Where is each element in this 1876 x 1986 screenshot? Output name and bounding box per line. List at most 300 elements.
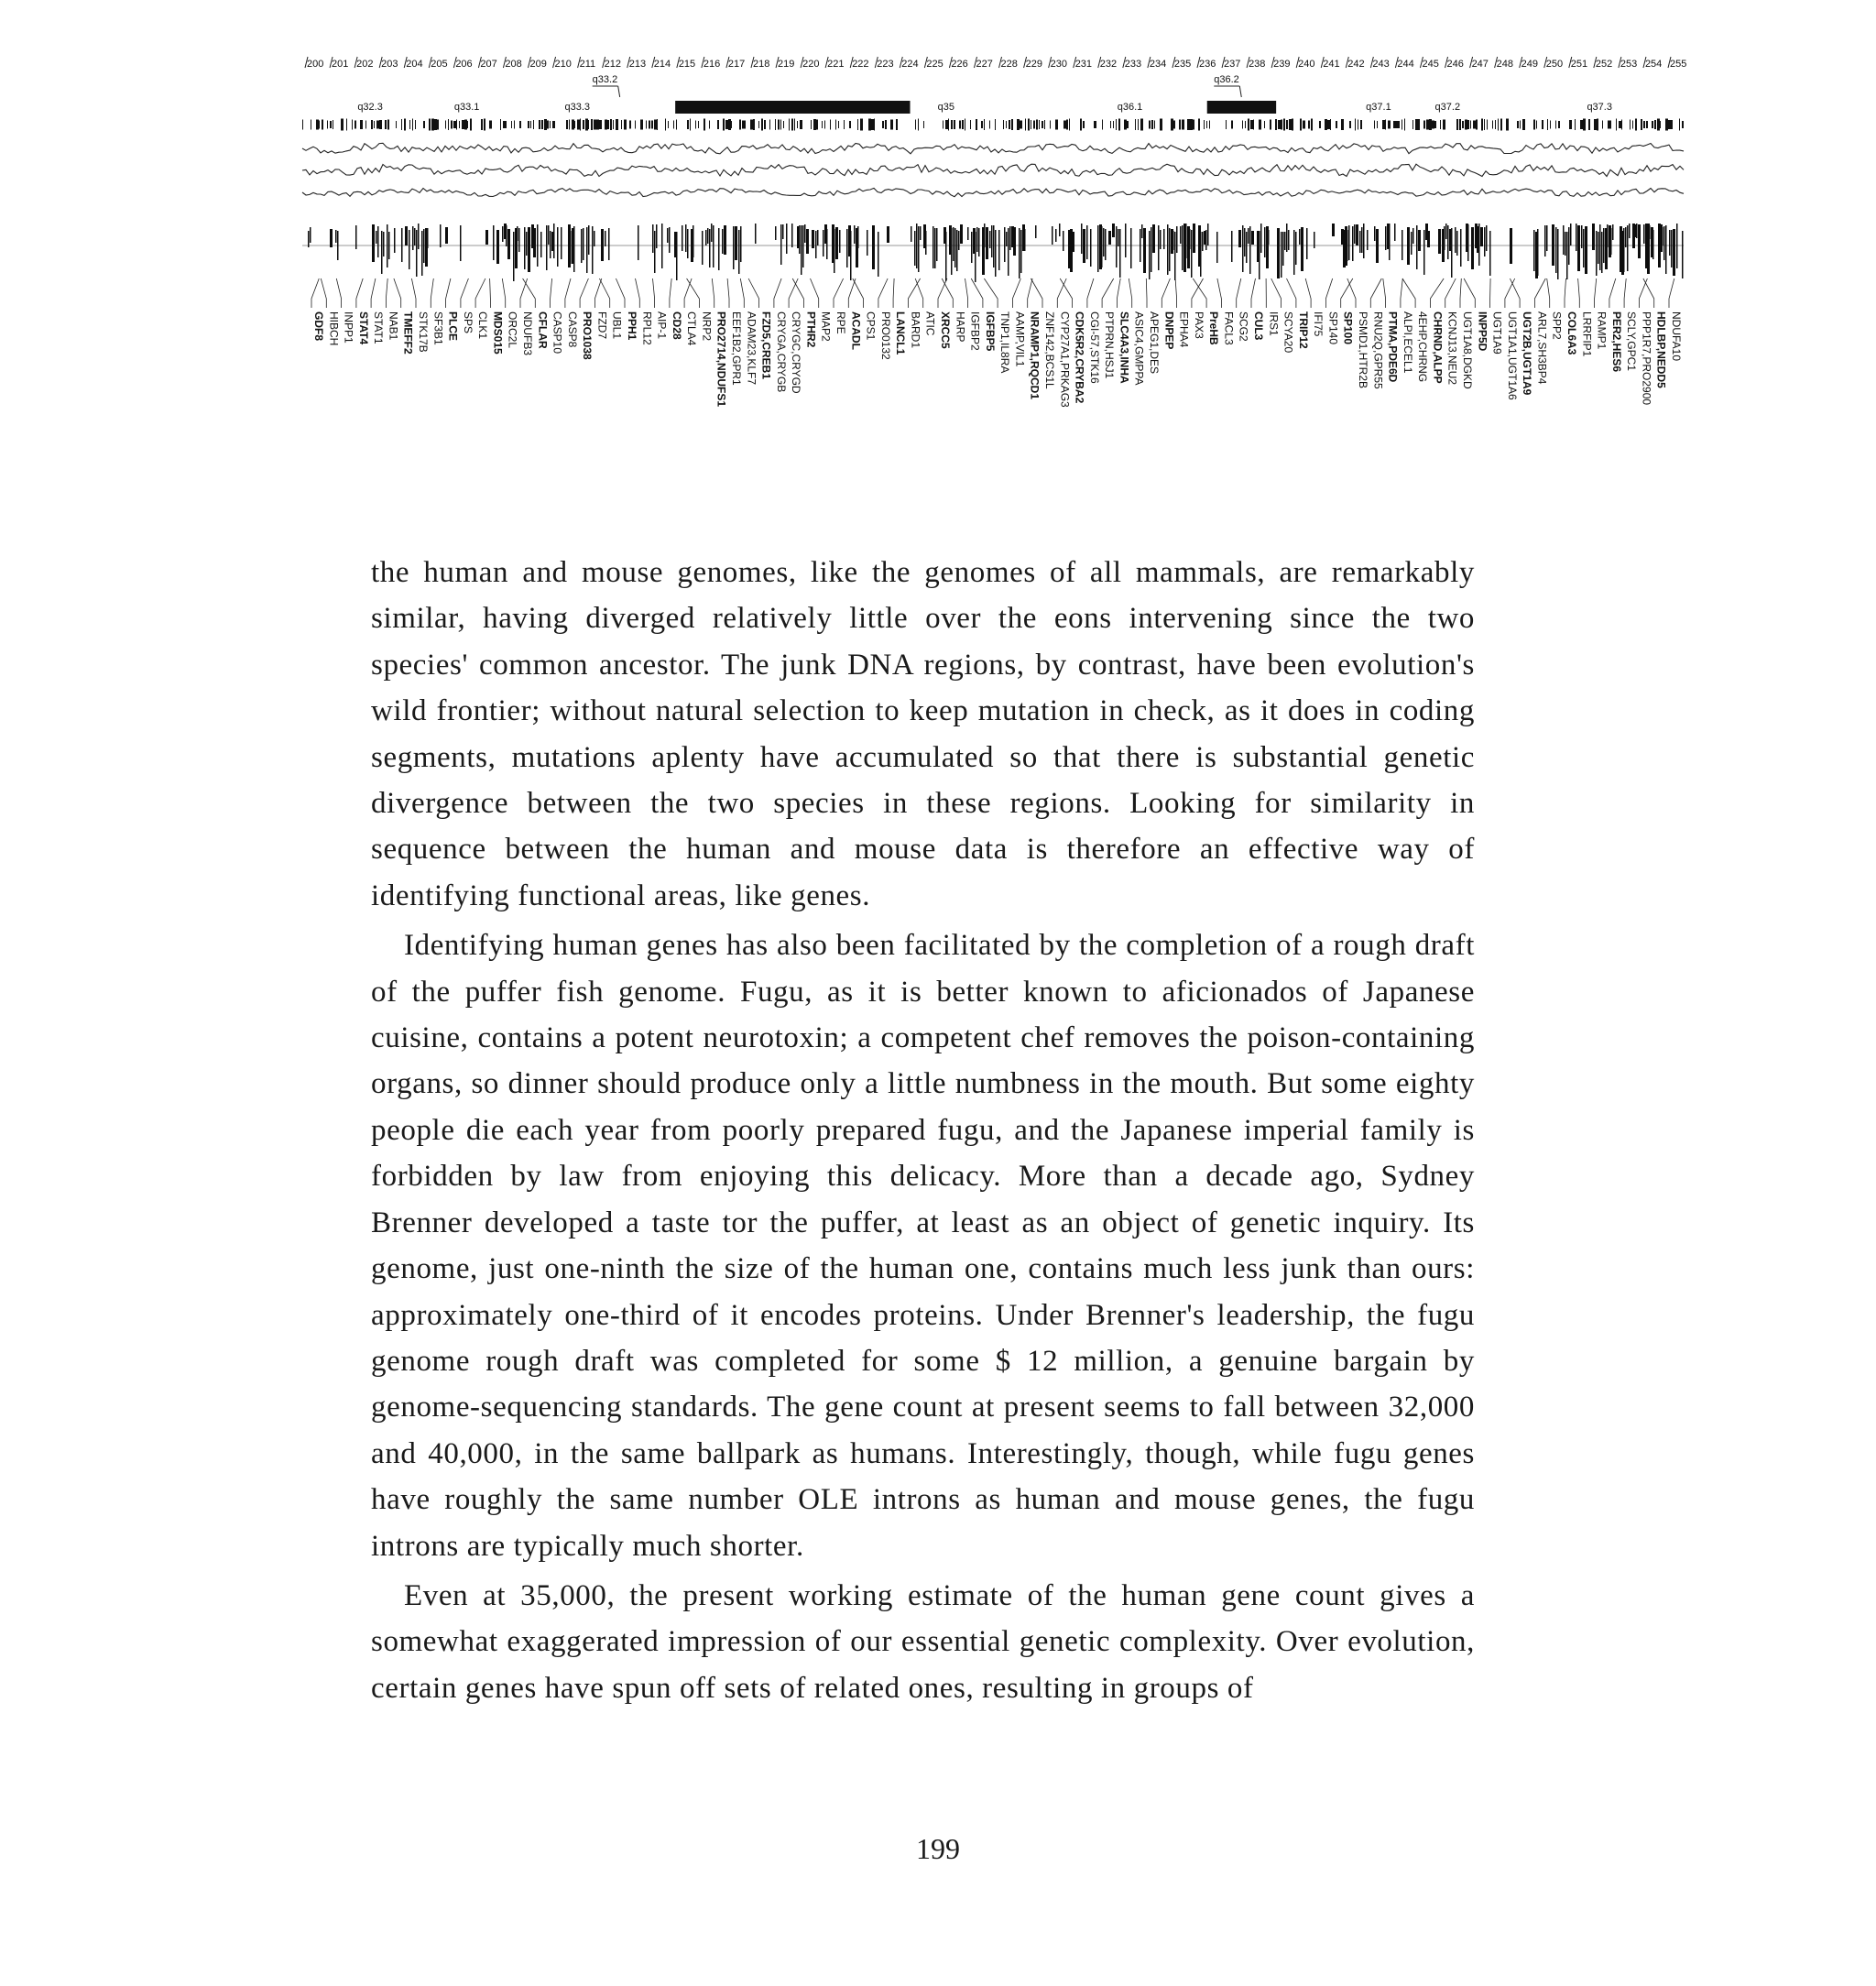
ideogram-mark [1429,119,1432,130]
gene-bar [1125,224,1127,257]
ruler-tick-label: 219 [778,59,795,70]
ideogram-mark [1149,121,1151,129]
ideogram-mark [1498,119,1499,131]
gene-label: SPS [461,311,474,334]
gene-leader-line [1510,278,1520,308]
ideogram-mark [588,120,589,129]
gene-label: CHRND,ALPP [1431,311,1445,384]
density-trace [302,143,1684,154]
ideogram-mark [1300,119,1302,131]
ruler-tick-label: 214 [653,59,671,70]
ideogram-mark [1597,119,1598,131]
gene-bar [786,224,788,254]
gene-bar [1489,231,1491,276]
gene-bar [956,230,958,271]
ideogram-mark [1044,120,1045,129]
gene-bar [1141,224,1143,238]
gene-bar [1348,225,1350,260]
gene-bar [1555,227,1557,273]
ideogram-mark [1025,119,1026,131]
gene-bar [854,225,856,244]
gene-bar [711,224,713,242]
gene-leader-line [1028,278,1032,308]
gene-bar [1623,228,1625,272]
gene-bar [550,231,551,258]
gene-leader-line [1146,278,1147,308]
gene-label: FZD7 [595,311,609,339]
ideogram-mark [695,121,696,129]
gene-leader-line [502,278,505,308]
gene-bar [1402,230,1403,260]
gene-bar [1682,231,1684,278]
gene-bar [669,227,671,253]
ruler-tick-label: 200 [307,59,324,70]
gene-bar [812,230,814,248]
gene-bar [724,225,726,255]
band-bracket [1239,86,1241,97]
band-label-lower: q33.3 [564,102,591,113]
gene-bar [960,224,963,244]
ideogram-mark [412,119,413,131]
ideogram-mark [813,119,816,130]
ideogram-mark [890,120,893,130]
ideogram-mark [566,120,568,129]
ideogram-mark [1465,120,1467,130]
ideogram-mark [585,119,588,131]
gene-bar [1480,227,1483,246]
ideogram-mark [849,121,851,128]
gene-leader-line [792,278,803,308]
ideogram-mark [775,119,776,130]
ideogram-mark [1204,120,1205,129]
gene-leader-line [1402,278,1415,308]
gene-label: SP140 [1326,311,1340,345]
gene-label: DNPEP [1162,311,1176,350]
ruler-tick-label: 237 [1224,59,1241,70]
ideogram-mark [624,120,627,130]
dark-band-block [1207,101,1276,114]
gene-bar [954,228,956,267]
gene-bar [1149,231,1151,279]
ideogram-mark [789,119,790,131]
ruler-tick-label: 203 [381,59,398,70]
ruler-tick-label: 221 [827,59,845,70]
ideogram-mark [1182,120,1184,130]
gene-leader-line [311,278,319,308]
gene-label: AAMP,VIL1 [1013,311,1027,367]
ideogram-mark [1594,119,1597,130]
gene-bar [310,227,311,243]
ideogram-mark [503,121,506,128]
band-label-lower: q35 [937,102,955,113]
gene-bar [1260,224,1262,253]
ideogram-mark [783,121,784,128]
gene-bar [1176,226,1178,253]
gene-bar [557,227,559,267]
gene-bar [702,231,704,265]
gene-label: NAB1 [387,311,400,341]
gene-bar [916,224,918,268]
ruler-tick-label: 244 [1397,59,1414,70]
gene-label: FACL3 [1222,311,1236,345]
ideogram-mark [1456,119,1458,130]
gene-bar [817,230,819,246]
gene-bar [1249,226,1251,274]
gene-bar [1374,226,1376,241]
gene-leader-line [1117,278,1120,308]
gene-leader-line [599,278,609,308]
gene-bar [780,224,782,265]
gene-label: CUL3 [1252,311,1265,341]
gene-bar [524,227,526,269]
gene-bar [586,227,588,273]
gene-bar [1376,229,1379,263]
gene-label: COL6A3 [1565,311,1578,355]
gene-label: NDUFA10 [1670,311,1683,362]
band-label-upper: q33.2 [592,74,618,85]
gene-bar [782,224,784,239]
paragraph-1: the human and mouse genomes, like the genomes of all mammals, are remarkably similar, having diverged relatively little over the eons intervening since the two species' common ancestor. The junk DNA regions, by contrast, have been evolution's wild frontier; without natural selection to keep mutation in check, as it does in coding segments, mutations aplenty have accumulated so that there is substantial genetic divergence between the two species in these regions. Looking for similarity in sequence between the human and mouse data is therefore an effective way of identifying functional areas, like genes. [371,556,1475,912]
ruler-tick-label: 246 [1446,59,1464,70]
ruler-tick-label: 248 [1496,59,1513,70]
gene-leader-line [774,278,781,308]
ideogram-mark [970,120,971,129]
gene-label: CGI-57,STK16 [1087,311,1101,384]
gene-bar [1601,232,1603,273]
ideogram-mark [1330,119,1331,130]
gene-label: IRS1 [1267,311,1281,336]
gene-label: BARD1 [909,311,922,349]
gene-label: ATIC [923,311,937,336]
gene-bar [1090,229,1092,267]
gene-leader-line [1505,278,1515,308]
gene-bar [1004,227,1006,262]
gene-label: SP100 [1341,311,1355,345]
gene-bar [791,224,793,247]
ideogram-mark [948,119,949,131]
gene-label: HDLBP,NEDD5 [1654,311,1668,388]
ideogram-mark [616,119,618,130]
gene-bar [835,227,838,259]
gene-bar [1105,229,1107,260]
gene-label: PTHR2 [804,311,818,348]
ruler-tick-label: 253 [1620,59,1638,70]
page-number: 199 [916,1832,960,1865]
gene-bar [409,230,410,269]
gene-bar [867,230,868,256]
gene-bar [1097,225,1099,272]
gene-leader-line [670,278,671,308]
gene-label: KCNJ13,NEU2 [1445,311,1459,386]
ideogram-mark [651,121,653,129]
gene-label: SPP2 [1550,311,1564,340]
gene-bar [971,232,973,263]
gene-bar [507,229,510,259]
gene-leader-line [580,278,588,308]
gene-leader-line [321,278,326,308]
ruler-tick-label: 204 [406,59,423,70]
gene-bar [953,227,954,261]
ideogram-mark [1470,121,1471,129]
gene-bar [1663,226,1665,260]
gene-bar [1563,225,1565,255]
gene-bar [1231,231,1233,262]
gene-label: ORC2L [506,311,519,349]
ideogram-mark [1135,119,1136,130]
gene-bar [1207,224,1209,246]
gene-label: SF3B1 [431,311,445,345]
gene-label: PRO2714,NDUFS1 [714,311,728,408]
ideogram-mark [341,119,344,131]
gene-bar [1172,231,1174,250]
gene-bar [1306,228,1308,259]
gene-bar [823,230,824,256]
ideogram-mark [302,120,303,130]
ideogram-mark [761,119,763,131]
gene-label: PPH1 [626,311,638,341]
ideogram-mark [640,120,643,130]
ruler-tick-label: 228 [1000,59,1018,70]
ideogram-mark [451,121,453,129]
gene-leader-line [446,278,451,308]
gene-bar [418,224,420,249]
gene-leader-line [1401,278,1402,308]
gene-bar [1174,232,1176,280]
gene-bar [975,232,976,282]
gene-bar [1160,230,1162,249]
gene-bar [594,231,595,246]
gene-label: CD28 [670,311,683,340]
band-label-upper: q36.2 [1214,74,1239,85]
ideogram-mark [1009,120,1010,129]
ruler-tick-label: 210 [554,59,572,70]
gene-bar [440,224,442,247]
ideogram-mark [1671,120,1673,129]
gene-label: UGT1A8,DGKD [1461,311,1474,389]
ideogram-mark [574,121,575,128]
ideogram-mark [1231,121,1233,129]
gene-bar [1669,230,1671,256]
gene-leader-line [893,278,894,308]
gene-bar [423,229,425,263]
gene-leader-line [1490,278,1491,308]
ideogram-mark [1303,121,1305,129]
gene-bar [989,231,991,248]
ruler-tick-label: 252 [1595,59,1613,70]
ideogram-mark [1487,120,1488,130]
ideogram-mark [544,119,547,130]
gene-bar [548,225,550,245]
gene-bar [1013,227,1016,256]
gene-bar [1009,226,1011,250]
gene-bar [1533,230,1535,271]
gene-bar [1108,231,1111,245]
gene-leader-line [1102,278,1114,308]
ideogram-mark [352,120,353,130]
ideogram-mark [1682,121,1684,128]
gene-bar [427,228,429,248]
ideogram-mark [981,121,983,128]
ruler-tick-label: 240 [1298,59,1315,70]
gene-bar [1281,232,1282,278]
ideogram-mark [404,119,406,131]
ideogram-mark [811,120,812,129]
ideogram-mark [550,121,551,128]
ideogram-mark [1253,120,1254,130]
ideogram-mark [822,121,823,128]
gene-label: CPS1 [864,311,878,341]
gene-bar [1566,232,1568,279]
ideogram-mark [530,121,531,128]
gene-bar [1412,228,1414,244]
ideogram-mark [1533,120,1535,130]
gene-bar [1238,230,1241,247]
ideogram-mark [1360,120,1362,129]
ideogram-mark [511,121,512,128]
gene-bar [1006,232,1008,246]
ideogram-mark [1327,120,1330,129]
gene-bar [387,224,388,267]
gene-leader-line [1192,278,1204,308]
ideogram-mark [1492,121,1493,129]
gene-label: STAT1 [372,311,386,344]
gene-bar [685,224,687,252]
ideogram-mark [673,121,674,129]
ideogram-mark [1657,119,1660,131]
ideogram-mark [1226,120,1227,129]
ideogram-mark [1020,121,1022,129]
gene-label: PER2,HES6 [1609,311,1623,373]
ideogram-mark [742,121,745,129]
gene-leader-line [475,278,485,308]
ideogram-mark [1127,121,1129,128]
gene-bar [936,228,938,261]
gene-leader-line [594,278,601,308]
ideogram-mark [838,121,839,128]
gene-label: GDF8 [312,311,325,342]
gene-bar [986,227,988,259]
ideogram-mark [1506,119,1509,131]
gene-bar [588,225,590,255]
ideogram-mark [1412,120,1413,129]
ideogram-mark [816,120,818,130]
ideogram-mark [1250,120,1253,129]
gene-bar [1565,232,1566,256]
gene-label: IGFBP2 [968,311,982,351]
ideogram-mark [745,121,746,129]
gene-bar [570,231,572,264]
ideogram-mark [1264,121,1265,128]
ideogram-mark [396,121,397,128]
ideogram-mark [1154,121,1155,129]
gene-label: ADAM23,KLF7 [745,311,758,386]
ideogram-mark [1006,121,1007,128]
gene-map-graphic [302,53,1687,475]
position-ruler [305,57,1686,70]
gene-bar [799,225,801,254]
gene-bar [1191,230,1193,278]
gene-leader-line [523,278,536,308]
gene-bar [1288,230,1290,250]
ideogram-mark [1415,119,1418,130]
gene-label: CASP10 [551,311,564,355]
ideogram-mark [500,119,501,130]
ideogram-mark [1028,119,1030,131]
gene-bar [1180,226,1182,244]
gene-bar [1445,224,1447,239]
ideogram-mark [1003,120,1004,129]
gene-label: HARP [954,311,967,343]
gene-bar [1552,224,1554,266]
gene-bar [1216,232,1218,263]
gene-bar [1585,226,1587,274]
ideogram-mark [1580,120,1583,129]
ideogram-mark [322,120,323,130]
gene-leader-line [878,278,888,308]
ideogram-mark [533,120,534,129]
ideogram-mark [594,120,596,130]
gene-bar [1314,232,1315,248]
ideogram-mark [453,121,456,128]
ideogram-mark [1495,120,1496,129]
gene-label: PAX3 [1192,311,1205,339]
gene-bar [1577,225,1580,271]
ideogram-mark [1349,121,1351,128]
gene-bar [1152,224,1155,253]
ideogram-mark [1404,119,1405,131]
ideogram-mark [613,120,614,129]
gene-bar [1510,228,1512,264]
gene-leader-line [971,278,983,308]
ideogram-mark [1206,121,1207,128]
gene-leader-line [1237,278,1241,308]
gene-bar [376,231,377,244]
gene-leader-line [386,278,387,308]
gene-label: PLCE [446,311,460,342]
gene-label: CTLA4 [685,311,699,346]
gene-bar [1427,231,1430,247]
gene-bar [1295,232,1297,265]
gene-label: PTMA,PDE6D [1386,311,1400,383]
gene-label: PSMD1,HTR2B [1357,311,1369,389]
ideogram-mark [514,121,515,129]
gene-leader-line [616,278,625,308]
ideogram-mark [704,119,705,131]
ruler-tick-label: 241 [1323,59,1340,70]
gene-label: FZD5,CREB1 [759,311,773,380]
gene-bar [1024,229,1026,251]
gene-bar [925,231,927,255]
gene-bar [991,225,993,257]
gene-leader-line [1460,278,1461,308]
gene-leader-line [551,278,552,308]
gene-bar [1347,230,1348,261]
ideogram-mark [374,121,375,128]
ideogram-mark [1440,120,1441,129]
ideogram-mark [607,120,609,129]
gene-bar [1332,224,1335,236]
gene-label: XRCC5 [939,311,952,349]
ideogram-mark [1575,119,1576,130]
ruler-tick-label: 218 [752,59,770,70]
gene-leader-line [1547,278,1550,308]
ideogram-mark [346,119,347,131]
ideogram-mark [769,120,770,130]
gene-bar [506,225,507,246]
ruler-tick-label: 234 [1149,59,1167,70]
gene-bar [1248,228,1249,244]
ideogram-mark [1536,121,1537,129]
